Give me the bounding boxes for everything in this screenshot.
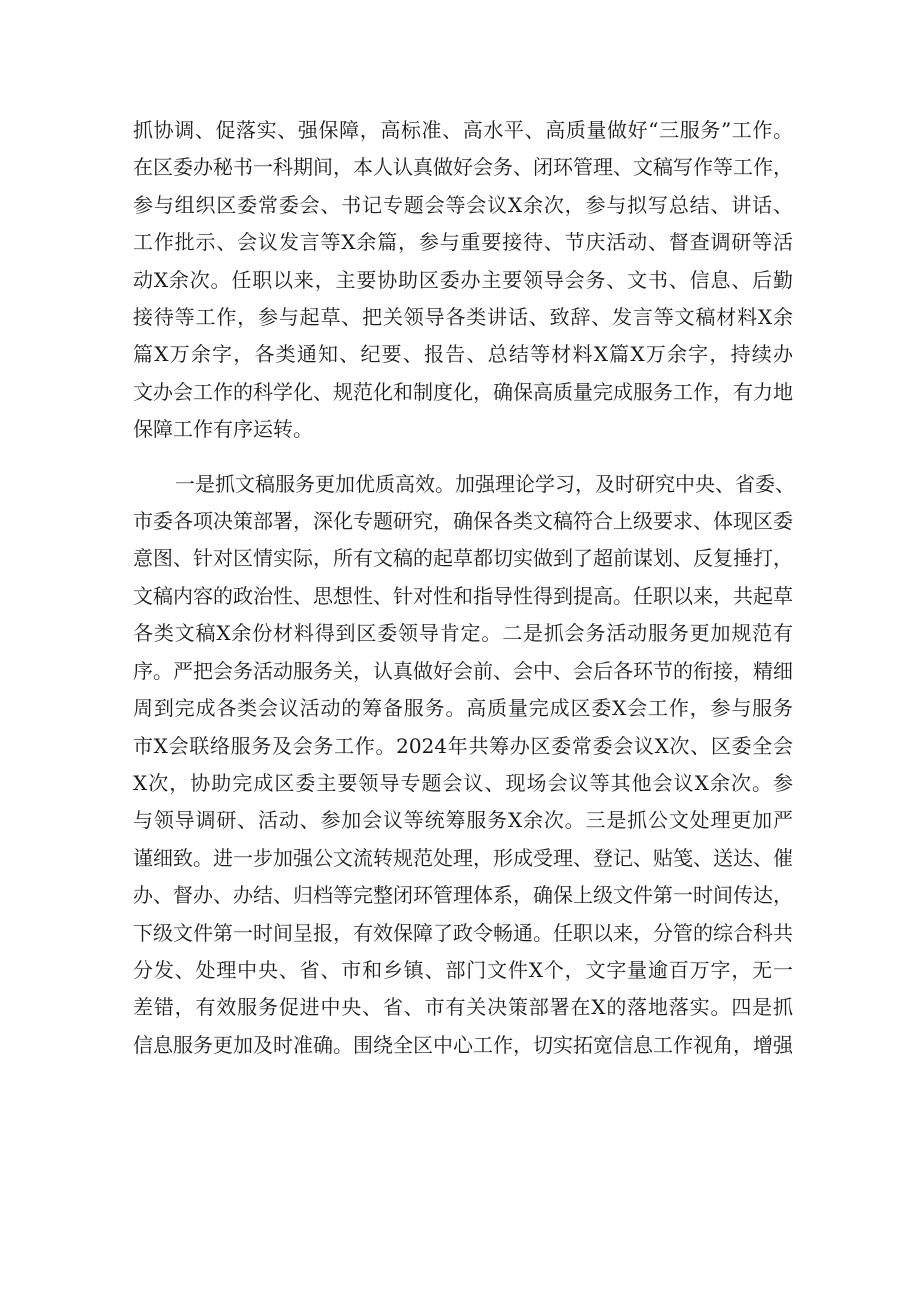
text-line: 市X会联络服务及会务工作。2024年共筹办区委常委会议X次、区委全会 — [133, 733, 793, 758]
text-line: 市委各项决策部署，深化专题研究，确保各类文稿符合上级要求、体现区委 — [133, 509, 793, 534]
text-line: 信息服务更加及时准确。围绕全区中心工作，切实拓宽信息工作视角，增强 — [133, 1032, 793, 1057]
paragraph-spacer — [133, 449, 793, 466]
text-line: 抓协调、促落实、强保障，高标准、高水平、高质量做好“三服务”工作。 — [133, 118, 793, 142]
text-line: 文稿内容的政治性、思想性、针对性和指导性得到提高。任职以来，共起草 — [133, 583, 793, 608]
text-line: 一是抓文稿服务更加优质高效。加强理论学习，及时研究中央、省委、 — [175, 471, 795, 496]
text-line: 谨细致。进一步加强公文流转规范处理，形成受理、登记、贴笺、送达、催 — [133, 845, 793, 870]
text-line: 与领导调研、活动、参加会议等统筹服务X余次。三是抓公文处理更加严 — [133, 808, 793, 833]
paragraph-service-summary — [133, 112, 793, 449]
text-line: 工作批示、会议发言等X余篇，参与重要接待、节庆活动、督查调研等活 — [133, 230, 793, 255]
text-line: 下级文件第一时间呈报，有效保障了政令畅通。任职以来，分管的综合科共 — [133, 920, 793, 945]
text-line: X次，协助完成区委主要领导专题会议、现场会议等其他会议X余次。参 — [133, 770, 793, 795]
text-line: 意图、针对区情实际，所有文稿的起草都切实做到了超前谋划、反复捶打， — [133, 546, 793, 571]
text-line: 差错，有效服务促进中央、省、市有关决策部署在X的落地落实。四是抓 — [133, 995, 793, 1020]
text-line: 参与组织区委常委会、书记专题会等会议X余次，参与拟写总结、讲话、 — [133, 192, 793, 217]
text-line: 办、督办、办结、归档等完整闭环管理体系，确保上级文件第一时间传达， — [133, 883, 793, 908]
text-line: 篇X万余字，各类通知、纪要、报告、总结等材料X篇X万余字，持续办 — [133, 342, 793, 367]
text-line: 分发、处理中央、省、市和乡镇、部门文件X个，文字量逾百万字，无一 — [133, 957, 793, 982]
text-line: 在区委办秘书一科期间，本人认真做好会务、闭环管理、文稿写作等工作， — [133, 155, 793, 180]
document-body — [133, 112, 793, 1064]
text-line: 保障工作有序运转。 — [133, 417, 313, 442]
paragraph-work-details — [133, 466, 793, 1065]
text-line: 文办会工作的科学化、规范化和制度化，确保高质量完成服务工作，有力地 — [133, 379, 793, 404]
text-line: 动X余次。任职以来，主要协助区委办主要领导会务、文书、信息、后勤 — [133, 267, 793, 292]
text-line: 序。严把会务活动服务关，认真做好会前、会中、会后各环节的衔接，精细 — [133, 658, 793, 683]
text-line: 周到完成各类会议活动的筹备服务。高质量完成区委X会工作，参与服务 — [133, 696, 793, 721]
text-line: 各类文稿X余份材料得到区委领导肯定。二是抓会务活动服务更加规范有 — [133, 621, 793, 646]
text-line: 接待等工作，参与起草、把关领导各类讲话、致辞、发言等文稿材料X余 — [133, 305, 793, 330]
